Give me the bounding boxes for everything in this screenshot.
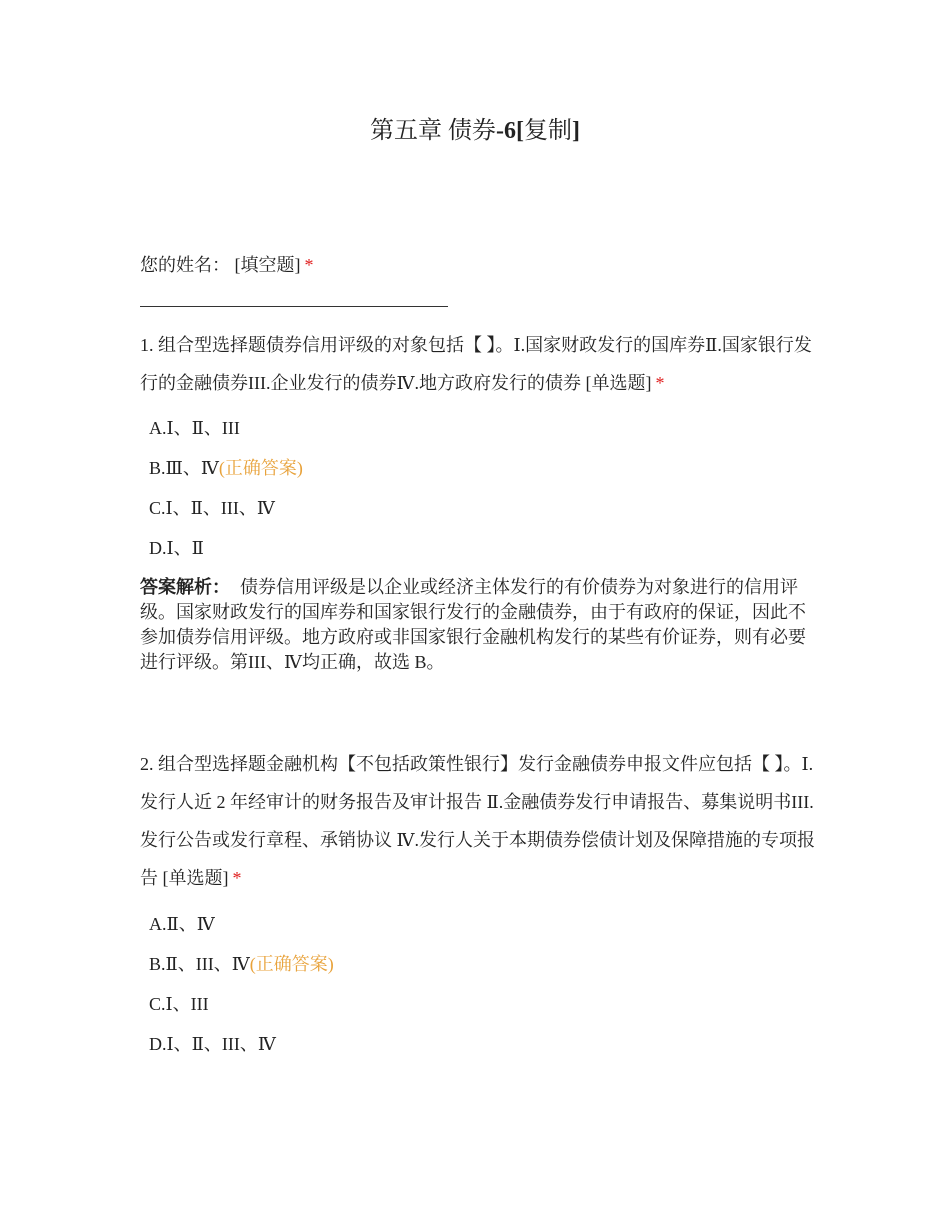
required-mark: * <box>655 373 665 393</box>
name-label-text: 您的姓名： <box>140 255 230 275</box>
correct-answer-tag: (正确答案) <box>218 458 303 478</box>
title-suffix: -6[ <box>496 118 524 144</box>
question-2-type-tag: [单选题] <box>162 868 229 888</box>
question-1-analysis <box>140 575 820 675</box>
question-1-options <box>149 408 303 568</box>
correct-answer-tag: (正确答案) <box>249 954 334 974</box>
option-text: A.Ⅱ、Ⅳ <box>149 914 215 934</box>
title-copy: 复制 <box>523 118 572 144</box>
analysis-text: 债券信用评级是以企业或经济主体发行的有价债券为对象进行的信用评级。国家财政发行的国库券和国家银行发行的金融债券，由于有政府的保证，因此不参加债券信用评级。地方政府或非国家银行金融机构发行的某些有价证券，则有必要进行评级。第III、Ⅳ均正确，故选 B。 <box>140 577 806 672</box>
option-text: B.Ⅲ、Ⅳ <box>149 458 219 478</box>
name-field-label <box>140 252 314 278</box>
option-c[interactable] <box>149 984 334 1024</box>
option-text: A.Ⅰ、Ⅱ、III <box>149 418 240 438</box>
option-text: D.Ⅰ、Ⅱ、III、Ⅳ <box>149 1034 276 1054</box>
required-mark: * <box>304 255 314 275</box>
question-1-type-tag: [单选题] <box>585 373 652 393</box>
option-d[interactable] <box>149 528 303 568</box>
question-2-text: 2. 组合型选择题金融机构【不包括政策性银行】发行金融债券申报文件应包括【 】。Ⅰ.发行人近 2 年经审计的财务报告及审计报告 Ⅱ.金融债券发行申请报告、募集说明书III.发行公告或发行章程、承销协议 Ⅳ.发行人关于本期债券偿债计划及保障措施的专项报告 <box>140 754 815 888</box>
question-1-text: 1. 组合型选择题债券信用评级的对象包括【 】。Ⅰ.国家财政发行的国库券Ⅱ.国家银行发行的金融债券III.企业发行的债券Ⅳ.地方政府发行的债券 <box>140 335 812 393</box>
option-a[interactable] <box>149 408 303 448</box>
required-mark: * <box>232 868 242 888</box>
name-type-tag: [填空题] <box>234 255 301 275</box>
title-main: 第五章 债券 <box>370 118 496 144</box>
name-input-line[interactable] <box>140 306 448 307</box>
question-2 <box>140 745 820 897</box>
question-2-options <box>149 904 334 1064</box>
option-text: B.Ⅱ、III、Ⅳ <box>149 954 250 974</box>
title-close: ] <box>571 118 580 144</box>
question-1 <box>140 326 820 402</box>
option-b[interactable] <box>149 944 334 984</box>
option-c[interactable] <box>149 488 303 528</box>
option-text: C.Ⅰ、III <box>149 994 209 1014</box>
page-title <box>0 110 950 145</box>
option-text: C.Ⅰ、Ⅱ、III、Ⅳ <box>149 498 275 518</box>
analysis-label: 答案解析： <box>140 577 230 597</box>
option-d[interactable] <box>149 1024 334 1064</box>
option-a[interactable] <box>149 904 334 944</box>
option-text: D.Ⅰ、Ⅱ <box>149 538 204 558</box>
option-b[interactable] <box>149 448 303 488</box>
